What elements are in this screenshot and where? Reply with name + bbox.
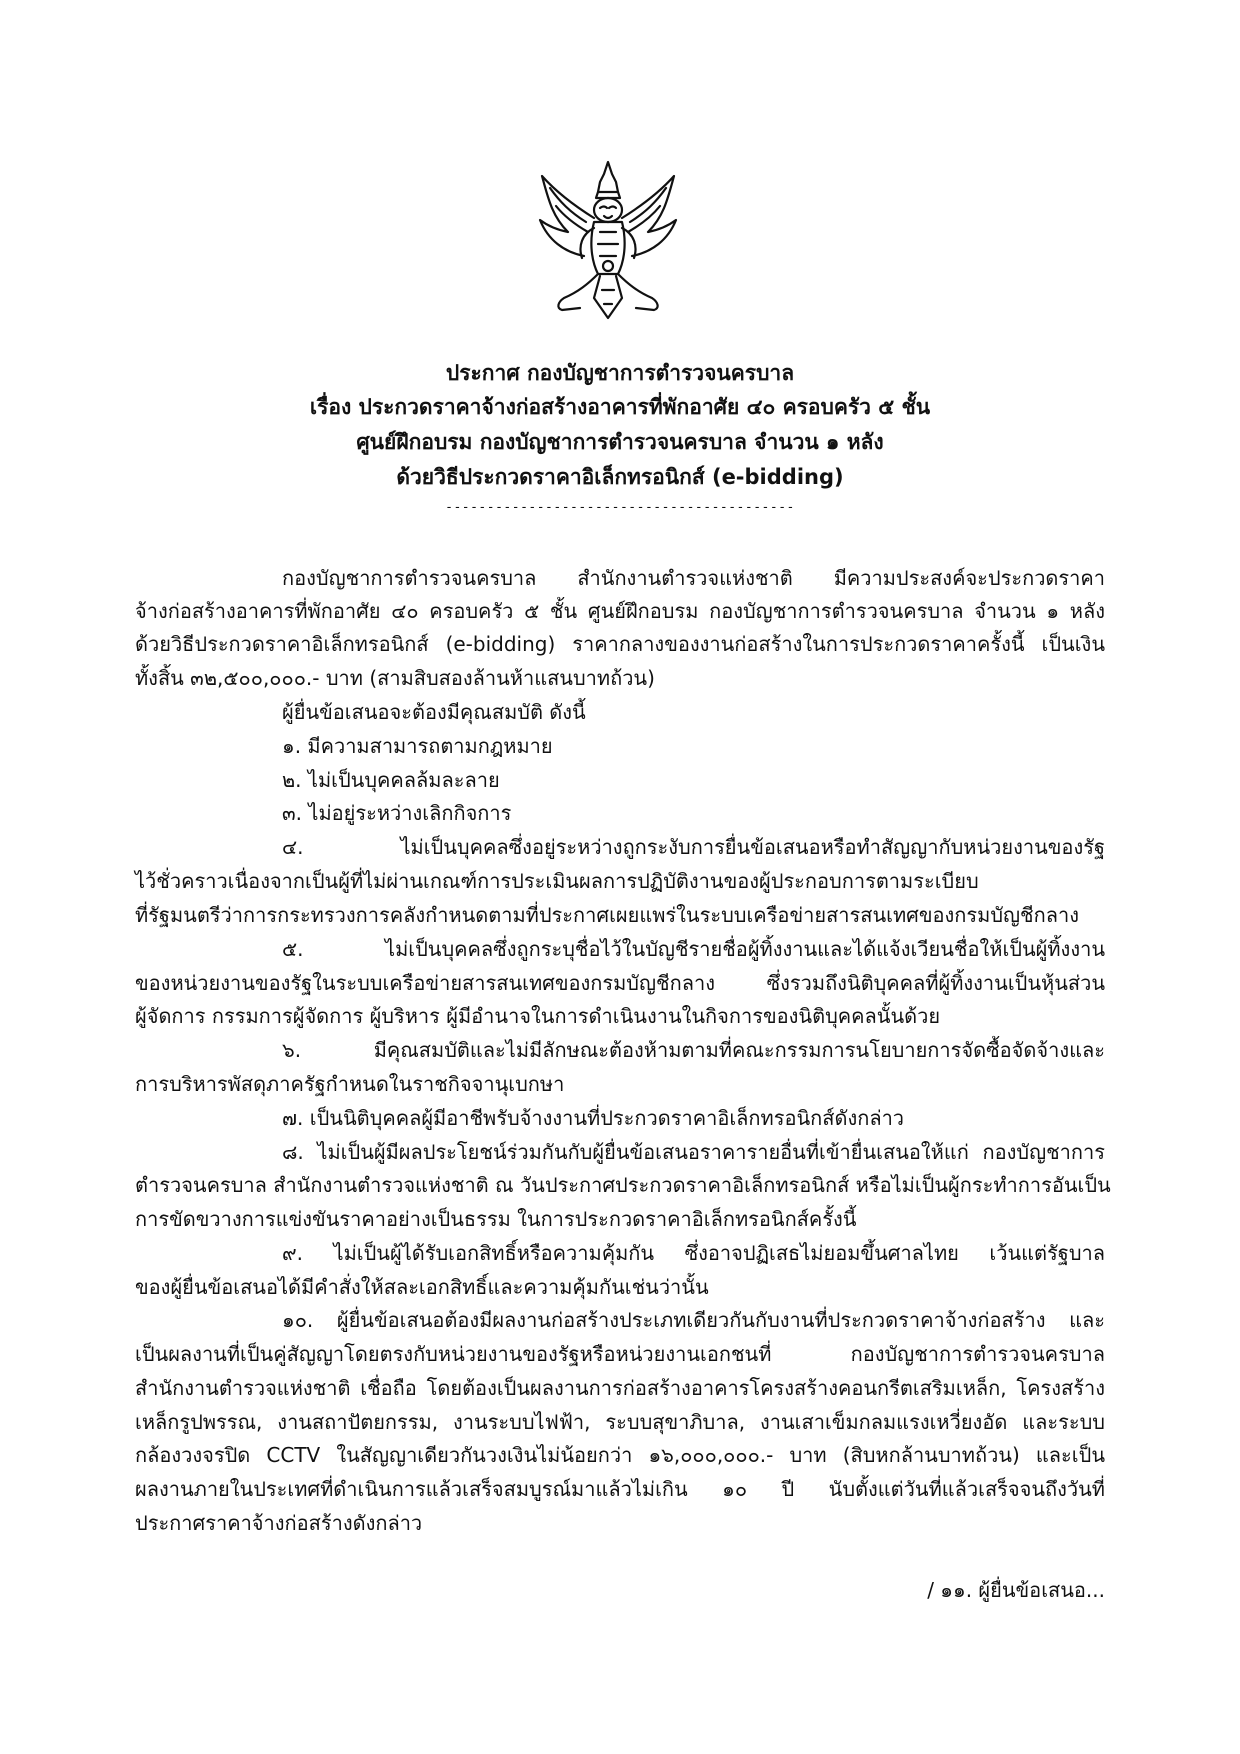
body-line: การขัดขวางการแข่งขันราคาอย่างเป็นธรรม ในการประกวดราคาอิเล็กทรอนิกส์ครั้งนี้	[135, 1207, 857, 1231]
body-line: ไว้ชั่วคราวเนื่องจากเป็นผู้ที่ไม่ผ่านเกณฑ์การประเมินผลการปฏิบัติงานของผู้ประกอบการตามระเบียบ	[135, 869, 979, 893]
body-line: กล้องวงจรปิด CCTV ในสัญญาเดียวกันวงเงินไม่น้อยกว่า ๑๖,๐๐๐,๐๐๐.- บาท (สิบหกล้านบาทถ้วน) และเป็น	[135, 1443, 1105, 1467]
announcement-title: ประกาศ กองบัญชาการตำรวจนครบาล	[445, 361, 795, 385]
body-line: ตำรวจนครบาล สำนักงานตำรวจแห่งชาติ ณ วันประกาศประกวดราคาอิเล็กทรอนิกส์ หรือไม่เป็นผู้กระทำการอันเป็น	[135, 1173, 1111, 1197]
body-line: เป็นผลงานที่เป็นคู่สัญญาโดยตรงกับหน่วยงานของรัฐหรือหน่วยงานเอกชนที่ กองบัญชาการตำรวจนครบาล	[135, 1342, 1105, 1366]
body-line: ผลงานภายในประเทศที่ดำเนินการแล้วเสร็จสมบูรณ์มาแล้วไม่เกิน ๑๐ ปี นับตั้งแต่วันที่แล้วเสร็จจนถึงวันที่	[135, 1477, 1105, 1501]
qualification-intro: ผู้ยื่นข้อเสนอจะต้องมีคุณสมบัติ ดังนี้	[282, 700, 586, 724]
subject-line-2: ศูนย์ฝึกอบรม กองบัญชาการตำรวจนครบาล จำนวน ๑ หลัง	[356, 430, 884, 454]
body-line: ทั้งสิ้น ๓๒,๕๐๐,๐๐๐.- บาท (สามสิบสองล้านห้าแสนบาทถ้วน)	[135, 666, 655, 690]
body-line: เหล็กรูปพรรณ, งานสถาปัตยกรรม, งานระบบไฟฟ้า, ระบบสุขาภิบาล, งานเสาเข็มกลมแรงเหวี่ยงอัด และระบบ	[135, 1410, 1105, 1434]
body-line: ของหน่วยงานของรัฐในระบบเครือข่ายสารสนเทศของกรมบัญชีกลาง ซึ่งรวมถึงนิติบุคคลที่ผู้ทิ้งงานเป็นหุ้นส่วน	[135, 971, 1105, 995]
qualification-item: ๑๐. ผู้ยื่นข้อเสนอต้องมีผลงานก่อสร้างประเภทเดียวกันกับงานที่ประกวดราคาจ้างก่อสร้าง และ	[282, 1308, 1105, 1332]
qualification-item: ๔. ไม่เป็นบุคคลซึ่งอยู่ระหว่างถูกระงับการยื่นข้อเสนอหรือทำสัญญากับหน่วยงานของรัฐ	[282, 835, 1105, 859]
body-line: การบริหารพัสดุภาครัฐกำหนดในราชกิจจานุเบกษา	[135, 1072, 565, 1096]
qualification-item: ๗. เป็นนิติบุคคลผู้มีอาชีพรับจ้างงานที่ประกวดราคาอิเล็กทรอนิกส์ดังกล่าว	[282, 1106, 905, 1130]
body-line: จ้างก่อสร้างอาคารที่พักอาศัย ๔๐ ครอบครัว ๕ ชั้น ศูนย์ฝึกอบรม กองบัญชาการตำรวจนครบาล จำนวน ๑ หลัง	[135, 599, 1105, 623]
body-line: สำนักงานตำรวจแห่งชาติ เชื่อถือ โดยต้องเป็นผลงานการก่อสร้างอาคารโครงสร้างคอนกรีตเสริมเหล็ก, โครงสร้าง	[135, 1376, 1105, 1400]
subject-line: เรื่อง ประกวดราคาจ้างก่อสร้างอาคารที่พักอาศัย ๔๐ ครอบครัว ๕ ชั้น	[309, 395, 931, 419]
body-line: ที่รัฐมนตรีว่าการกระทรวงการคลังกำหนดตามที่ประกาศเผยแพร่ในระบบเครือข่ายสารสนเทศของกรมบัญชีกลาง	[135, 903, 1079, 927]
continuation-note: / ๑๑. ผู้ยื่นข้อเสนอ...	[927, 1578, 1105, 1602]
body-line: ผู้จัดการ กรรมการผู้จัดการ ผู้บริหาร ผู้มีอำนาจในการดำเนินงานในกิจการของนิติบุคคลนั้นด้วย	[135, 1004, 941, 1028]
body-line: ด้วยวิธีประกวดราคาอิเล็กทรอนิกส์ (e-bidding) ราคากลางของงานก่อสร้างในการประกวดราคาครั้งนี้ เป็นเงิน	[135, 632, 1105, 656]
body-line: ประกาศราคาจ้างก่อสร้างดังกล่าว	[135, 1511, 423, 1535]
qualification-item: ๕. ไม่เป็นบุคคลซึ่งถูกระบุชื่อไว้ในบัญชีรายชื่อผู้ทิ้งงานและได้แจ้งเวียนชื่อให้เป็นผู้ทิ้งงาน	[282, 937, 1105, 961]
subject-line-3: ด้วยวิธีประกวดราคาอิเล็กทรอนิกส์ (e-bidding)	[396, 465, 844, 489]
qualification-item: ๙. ไม่เป็นผู้ได้รับเอกสิทธิ์หรือความคุ้มกัน ซึ่งอาจปฏิเสธไม่ยอมขึ้นศาลไทย เว้นแต่รัฐบาล	[282, 1241, 1105, 1265]
body-line: ของผู้ยื่นข้อเสนอได้มีคำสั่งให้สละเอกสิทธิ์และความคุ้มกันเช่นว่านั้น	[135, 1275, 709, 1299]
qualification-item: ๖. มีคุณสมบัติและไม่มีลักษณะต้องห้ามตามที่คณะกรรมการนโยบายการจัดซื้อจัดจ้างและ	[282, 1038, 1105, 1062]
body-line: กองบัญชาการตำรวจนครบาล สำนักงานตำรวจแห่งชาติ มีความประสงค์จะประกวดราคา	[282, 566, 1105, 590]
qualification-item: ๑. มีความสามารถตามกฎหมาย	[282, 734, 553, 758]
garuda-emblem-icon	[528, 158, 688, 328]
qualification-item: ๓. ไม่อยู่ระหว่างเลิกกิจการ	[282, 801, 512, 825]
qualification-item: ๒. ไม่เป็นบุคคลล้มละลาย	[282, 768, 500, 792]
divider: ------------------------------------------	[445, 500, 795, 515]
qualification-item: ๘. ไม่เป็นผู้มีผลประโยชน์ร่วมกันกับผู้ยื่นข้อเสนอราคารายอื่นที่เข้ายื่นเสนอให้แก่ กองบัญชาการ	[282, 1140, 1105, 1164]
